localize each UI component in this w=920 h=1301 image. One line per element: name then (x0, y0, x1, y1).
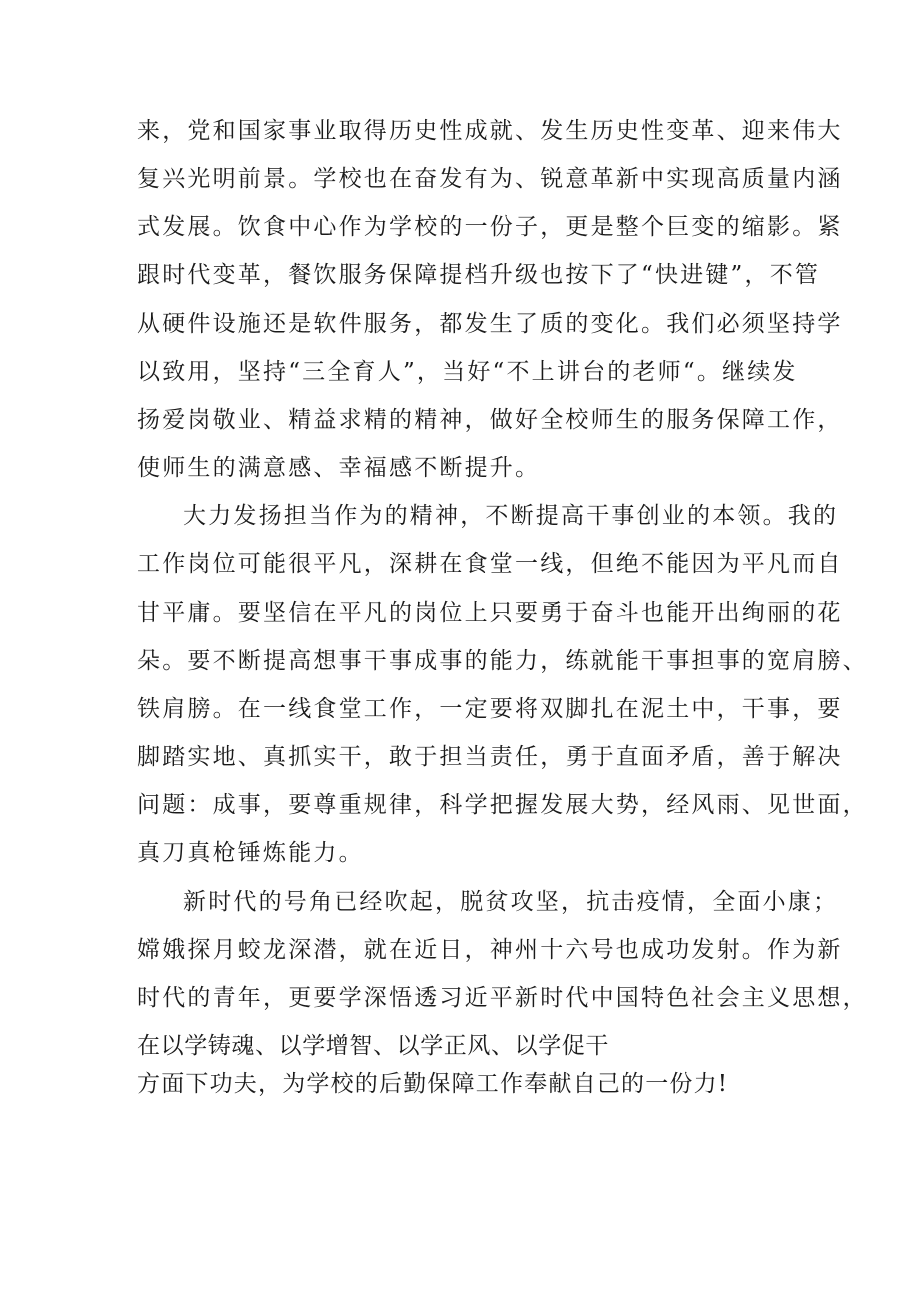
text-line: 朵。要不断提高想事干事成事的能力，练就能干事担事的宽肩膀、 (137, 648, 868, 674)
text-line: 使师生的满意感、幸福感不断提升。 (137, 455, 541, 481)
text-line: 以致用，坚持“三全育人”，当好“不上讲台的老师“。继续发 (137, 359, 798, 385)
text-line: 问题：成事，要尊重规律，科学把握发展大势，经风雨、见世面， (137, 792, 868, 818)
text-line: 工作岗位可能很平凡，深耕在食堂一线，但绝不能因为平凡而自 (137, 551, 843, 577)
text-line: 来，党和国家事业取得历史性成就、发生历史性变革、迎来伟大 (137, 118, 843, 144)
text-line: 嫦娥探月蛟龙深潜，就在近日，神州十六号也成功发射。作为新 (137, 937, 843, 963)
text-line: 脚踏实地、真抓实干，敢于担当责任，勇于直面矛盾，善于解决 (137, 744, 843, 770)
text-line: 从硬件设施还是软件服务，都发生了质的变化。我们必须坚持学 (137, 311, 843, 337)
text-line: 真刀真枪锤炼能力。 (137, 840, 364, 866)
text-line: 跟时代变革，餐饮服务保障提档升级也按下了“快进键”，不管 (137, 262, 821, 288)
paragraph-first-line: 大力发扬担当作为的精神，不断提高干事创业的本领。我的 (183, 503, 839, 529)
text-line: 铁肩膀。在一线食堂工作，一定要将双脚扎在泥土中，干事，要 (137, 696, 843, 722)
text-line: 甘平庸。要坚信在平凡的岗位上只要勇于奋斗也能开出绚丽的花 (137, 600, 843, 626)
paragraph-first-line: 新时代的号角已经吹起，脱贫攻坚，抗击疫情，全面小康； (183, 889, 839, 915)
text-line: 方面下功夫，为学校的后勤保障工作奉献自己的一份力! (137, 1071, 729, 1097)
text-line: 时代的青年，更要学深悟透习近平新时代中国特色社会主义思想， (137, 985, 868, 1011)
text-line: 式发展。饮食中心作为学校的一份子，更是整个巨变的缩影。紧 (137, 214, 843, 240)
text-line: 复兴光明前景。学校也在奋发有为、锐意革新中实现高质量内涵 (137, 166, 843, 192)
text-line: 在以学铸魂、以学增智、以学正风、以学促干 (137, 1033, 609, 1059)
text-line: 扬爱岗敬业、精益求精的精神，做好全校师生的服务保障工作， (137, 407, 843, 433)
